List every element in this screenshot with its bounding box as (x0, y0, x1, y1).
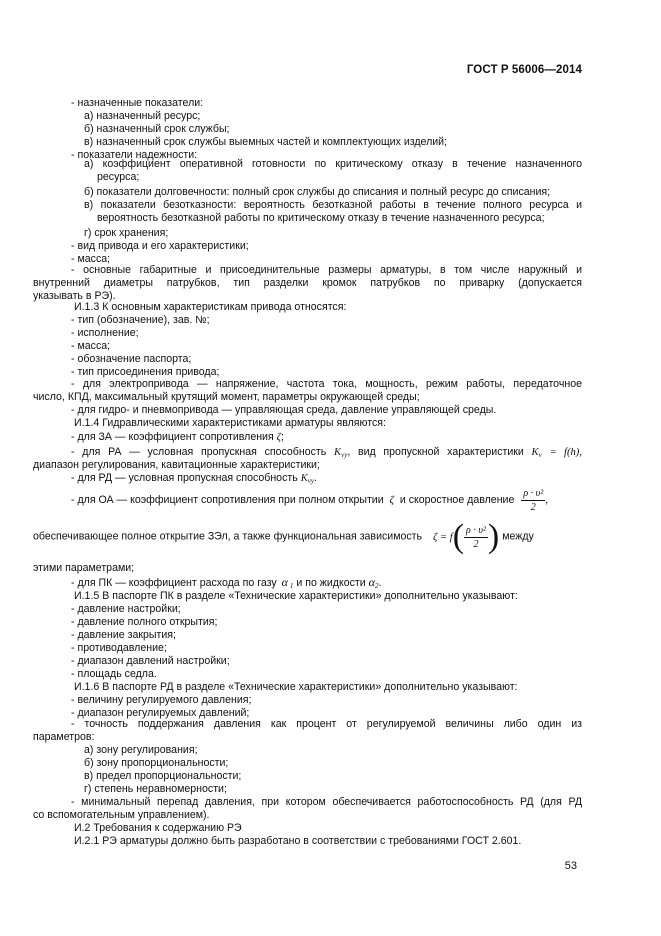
text-line: г) степень неравномерности; (84, 783, 227, 795)
text-line: вероятность безотказной работы по критическому отказу в течение назначенного ресурса; (97, 212, 545, 224)
text-line: в) назначенный срок службы выемных частей и комплектующих изделий; (84, 136, 448, 148)
zeta-symbol: ζ (276, 432, 281, 443)
text-line: ресурса; (97, 171, 140, 183)
text-line: этими параметрами; (33, 562, 135, 574)
text-line: - площадь седла. (71, 668, 157, 680)
text-line: - противодавление; (71, 642, 167, 654)
text-line: - диапазон регулируемых давлений; (71, 707, 250, 719)
text-line: - для электропривода — напряжение, частота тока, мощность, режим работы, передаточное (71, 378, 582, 390)
text-line: - назначенные показатели: (71, 97, 204, 109)
text-line: - тип (обозначение), зав. №; (71, 314, 210, 326)
text-line: - масса; (71, 253, 111, 265)
dynamic-pressure-fraction: $\frac{\text{ρ · υ²}}{2}$ (523, 488, 544, 513)
text-line: И.1.3 К основным характеристикам привода относятся: (74, 301, 347, 313)
text-line: - величину регулируемого давления; (71, 694, 252, 706)
text-line: параметров: (33, 731, 95, 743)
text-line: а) назначенный ресурс; (84, 110, 201, 122)
zeta-symbol: ζ (389, 495, 394, 506)
text-line: число, КПД, максимальный крутящий момент, параметры окружающей среды; (33, 391, 420, 403)
text-line: - точность поддержания давления как процент от регулируемой величины либо один из (71, 718, 582, 730)
text-line: - масса; (71, 340, 111, 352)
text-line: - показатели надежности: (71, 149, 198, 161)
text-line-formula: - для ОА — коэффициент сопротивления при полном открытии ζ и скоростное давление $\frac{\text{ρ · υ²}}{2}$ , (71, 488, 549, 513)
text-line: внутренний диаметры патрубков, тип разделки кромок патрубков по приварку (допускается (33, 277, 582, 289)
text-line: в) показатели безотказности: вероятность безотказной работы в течение полного ресурса и (84, 199, 582, 211)
text-line: а) коэффициент оперативной готовности по критическому отказу в течение назначенного (84, 158, 582, 170)
text-line: - исполнение; (71, 327, 139, 339)
text-line: - давление настройки; (71, 603, 181, 615)
text-line: в) предел пропорциональности; (84, 770, 242, 782)
text-line-formula: - для РА — условная пропускная способность $K_{vy}$, вид пропускной характеристики $K_v = f(h)$, (71, 446, 582, 459)
text-line: б) назначенный срок службы; (84, 123, 230, 135)
text-line-formula: - для ЗА — коэффициент сопротивления ζ; (71, 431, 284, 443)
text-line: - давление полного открытия; (71, 616, 218, 628)
text-line: б) зону пропорциональности; (84, 757, 229, 769)
page-number: 53 (564, 860, 577, 872)
text-line: И.1.6 В паспорте РД в разделе «Технические характеристики» дополнительно указывают: (74, 681, 518, 693)
text-line: - вид привода и его характеристики; (71, 240, 249, 252)
text-line: а) зону регулирования; (84, 744, 198, 756)
text-line: И.1.5 В паспорте ПК в разделе «Технические характеристики» дополнительно указывают: (74, 590, 518, 602)
text-line: б) показатели долговечности: полный срок службы до списания и полный ресурс до списания; (84, 186, 551, 198)
text-line-formula: - для ПК — коэффициент расхода по газу α $_1$ и по жидкости $\alpha_2$. (71, 575, 382, 590)
text-line: - для гидро- и пневмопривода — управляющая среда, давление управляющей среды. (71, 404, 497, 416)
text-line: - минимальный перепад давления, при котором обеспечивается работоспособность РД (для РД (71, 796, 582, 808)
text-line: И.1.4 Гидравлическими характеристиками арматуры являются: (74, 417, 386, 429)
text-line: - тип присоединения привода; (71, 366, 220, 378)
text-line: - диапазон давлений настройки; (71, 655, 230, 667)
dynamic-pressure-fraction: $\frac{\text{ρ · υ²}}{2}$ (466, 524, 486, 550)
text-line: со вспомогательным управлением). (33, 809, 210, 821)
text-line: И.2 Требования к содержанию РЭ (74, 822, 242, 834)
text-line: - давление закрытия; (71, 629, 176, 641)
text-line: - обозначение паспорта; (71, 353, 192, 365)
text-line-formula: - для РД — условная пропускная способность $K_{vy}$. (71, 472, 317, 485)
text-line-formula: обеспечивающее полное открытие ЗЭл, а также функциональная зависимость ζ = f( $\frac{\text{ρ · υ²}}{2}$ ) между (33, 518, 534, 555)
document-header: ГОСТ Р 56006—2014 (466, 64, 582, 76)
text-line: диапазон регулирования, кавитационные характеристики; (33, 459, 320, 471)
text-line: г) срок хранения; (84, 227, 169, 239)
text-line: И.2.1 РЭ арматуры должно быть разработано в соответствии с требованиями ГОСТ 2.601. (74, 835, 522, 847)
text-line: указывать в РЭ). (33, 290, 116, 302)
text-line: - основные габаритные и присоединительные размеры арматуры, в том числе наружный и (71, 264, 582, 276)
